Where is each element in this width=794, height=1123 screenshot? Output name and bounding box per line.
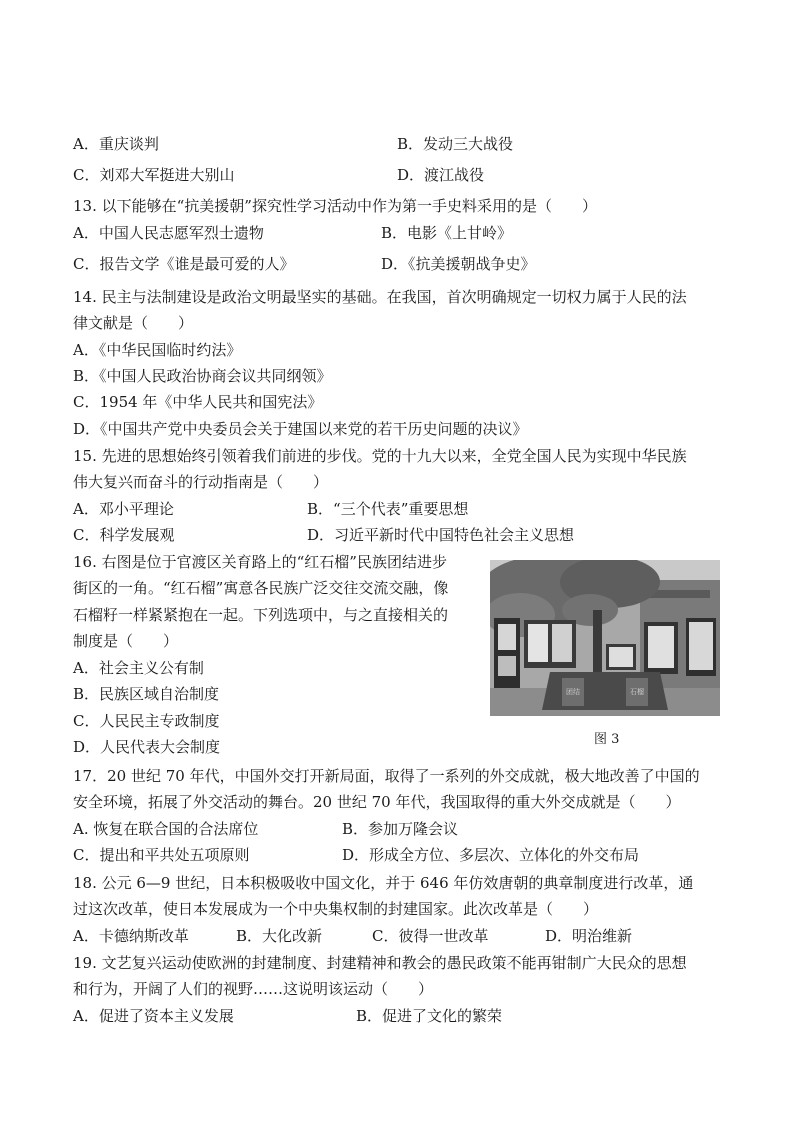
figure-caption: 图 3 (594, 732, 620, 747)
option-d: D．渡江战役 (397, 166, 485, 184)
option-b: B．电影《上甘岭》 (381, 224, 513, 242)
question-stem: 和行为，开阔了人们的视野……这说明该运动（ ） (73, 980, 434, 998)
question-stem: 石榴籽一样紧紧抱在一起。下列选项中，与之直接相关的 (73, 606, 449, 624)
option-c: C．报告文学《谁是最可爱的人》 (73, 255, 295, 273)
option-b: B．参加万隆会议 (342, 820, 459, 838)
option-c: C．1954 年《中华人民共和国宪法》 (73, 393, 323, 411)
question-stem: 17．20 世纪 70 年代，中国外交打开新局面，取得了一系列的外交成就，极大地改善了中国的 (73, 767, 700, 785)
option-a: A．中国人民志愿军烈士遗物 (73, 224, 264, 242)
option-a: A．卡德纳斯改革 (73, 927, 189, 945)
option-a: A．促进了资本主义发展 (73, 1007, 234, 1025)
option-b: B．大化改新 (236, 927, 323, 945)
option-a: A. 恢复在联合国的合法席位 (73, 820, 259, 838)
option-d: D．《抗美援朝战争史》 (381, 255, 536, 273)
option-b: B．发动三大战役 (397, 135, 514, 153)
question-stem: 14. 民主与法制建设是政治文明最坚实的基础。在我国，首次明确规定一切权力属于人民的法 (73, 288, 687, 306)
question-stem: 19. 文艺复兴运动使欧洲的封建制度、封建精神和教会的愚民政策不能再钳制广大民众的思想 (73, 954, 687, 972)
question-stem: 律文献是（ ） (73, 314, 194, 332)
question-stem: 制度是（ ） (73, 632, 179, 650)
option-b: B．民族区域自治制度 (73, 685, 220, 703)
option-b: B．促进了文化的繁荣 (356, 1007, 503, 1025)
question-stem: 18. 公元 6—9 世纪，日本积极吸收中国文化，并于 646 年仿效唐朝的典章制度进行改革，通 (73, 874, 694, 892)
option-a: A．重庆谈判 (73, 135, 159, 153)
option-d: D．习近平新时代中国特色社会主义思想 (307, 526, 575, 544)
option-c: C．人民民主专政制度 (73, 712, 220, 730)
question-stem: 13. 以下能够在“抗美援朝”探究性学习活动中作为第一手史料采用的是（ ） (73, 197, 597, 215)
question-stem: 街区的一角。“红石榴”寓意各民族广泛交往交流交融，像 (73, 579, 449, 597)
question-stem: 安全环境，拓展了外交活动的舞台。20 世纪 70 年代，我国取得的重大外交成就是（ ） (73, 793, 681, 811)
option-b: B．《中国人民政治协商会议共同纲领》 (73, 367, 332, 385)
option-d: D．《中国共产党中央委员会关于建国以来党的若干历史问题的决议》 (73, 420, 528, 438)
option-c: C．提出和平共处五项原则 (73, 846, 250, 864)
option-c: C．刘邓大军挺进大别山 (73, 166, 235, 184)
sign-text-right: 石榴 (630, 688, 644, 696)
option-c: C．科学发展观 (73, 526, 175, 544)
option-a: A．社会主义公有制 (73, 659, 204, 677)
question-stem: 16. 右图是位于官渡区关育路上的“红石榴”民族团结进步 (73, 553, 447, 571)
question-stem: 15. 先进的思想始终引领着我们前进的步伐。党的十九大以来，全党全国人民为实现中华民族 (73, 447, 687, 465)
option-d: D．明治维新 (545, 927, 633, 945)
option-c: C．彼得一世改革 (372, 927, 489, 945)
option-d: D．形成全方位、多层次、立体化的外交布局 (342, 846, 640, 864)
option-a: A．《中华民国临时约法》 (73, 341, 242, 359)
option-d: D．人民代表大会制度 (73, 738, 221, 756)
option-a: A．邓小平理论 (73, 500, 174, 518)
street-photo (490, 560, 720, 716)
sign-text-left: 团结 (566, 688, 580, 696)
option-b: B．“三个代表”重要思想 (307, 500, 469, 518)
question-stem: 过这次改革，使日本发展成为一个中央集权制的封建国家。此次改革是（ ） (73, 900, 599, 918)
question-stem: 伟大复兴而奋斗的行动指南是（ ） (73, 473, 329, 491)
